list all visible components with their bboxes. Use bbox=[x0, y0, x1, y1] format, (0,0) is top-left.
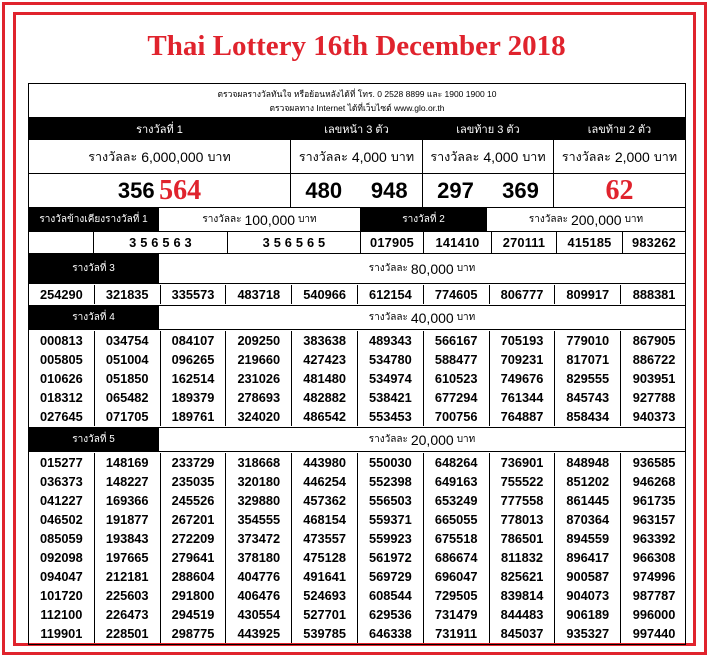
fourth-prize-reward bbox=[159, 306, 685, 329]
reward-prefix: รางวัลละ bbox=[561, 149, 611, 164]
fourth-prize-number: 034754 bbox=[95, 331, 161, 350]
fifth-prize-number: 235035 bbox=[161, 472, 227, 491]
fourth-prize-heading: รางวัลที่ 4 bbox=[29, 306, 159, 329]
fifth-prize-number: 559371 bbox=[358, 510, 424, 529]
fifth-prize-number: 894559 bbox=[555, 529, 621, 548]
near-second-numbers bbox=[29, 232, 685, 254]
second-prize-heading: รางวัลที่ 2 bbox=[361, 208, 487, 231]
fifth-prize-number: 279641 bbox=[161, 548, 227, 567]
fourth-prize-number: 867905 bbox=[632, 333, 676, 348]
fourth-prize-number: 084107 bbox=[161, 331, 227, 350]
results-sheet bbox=[28, 83, 686, 645]
third-prize-number: 483718 bbox=[226, 285, 292, 304]
second-prize-number: 983262 bbox=[632, 235, 676, 250]
blank-cell bbox=[29, 232, 94, 253]
fifth-prize-number: 811832 bbox=[490, 548, 556, 567]
fourth-prize-number: 231026 bbox=[226, 369, 292, 388]
fifth-prize-number: 233729 bbox=[161, 453, 227, 472]
fifth-prize-heading: รางวัลที่ 5 bbox=[29, 428, 159, 451]
first-prize-reward bbox=[29, 140, 291, 173]
fifth-prize-number: 539785 bbox=[292, 624, 358, 643]
fifth-prize-number: 112100 bbox=[29, 605, 95, 624]
fifth-prize-number: 298775 bbox=[161, 624, 227, 643]
fifth-prize-number: 475128 bbox=[292, 548, 358, 567]
reward-unit: บาท bbox=[390, 149, 415, 164]
fifth-prize-number: 443925 bbox=[226, 624, 292, 643]
fifth-prize-number: 527701 bbox=[292, 605, 358, 624]
front3-number: 480 bbox=[305, 177, 343, 203]
third-prize-number: 254290 bbox=[29, 285, 95, 304]
fifth-prize-number: 212181 bbox=[95, 567, 161, 586]
third-prize-number: 612154 bbox=[358, 285, 424, 304]
fifth-prize-number: 406476 bbox=[226, 586, 292, 605]
fourth-prize-number: 858434 bbox=[555, 407, 621, 426]
reward-unit: บาท bbox=[456, 434, 476, 445]
fourth-prize-number: 749676 bbox=[490, 369, 556, 388]
fifth-prize-number: 457362 bbox=[292, 491, 358, 510]
reward-prefix: รางวัลละ bbox=[202, 214, 242, 225]
fourth-prize-number: 096265 bbox=[161, 350, 227, 369]
first-prize-number bbox=[29, 174, 291, 207]
fifth-prize-number: 569729 bbox=[358, 567, 424, 586]
fourth-prize-number: 189379 bbox=[161, 388, 227, 407]
fourth-prize-number: 761344 bbox=[490, 388, 556, 407]
fifth-prize-number: 736901 bbox=[490, 453, 556, 472]
first-prize-heading: รางวัลที่ 1 bbox=[29, 118, 291, 139]
last2-number: 62 bbox=[605, 174, 634, 206]
fifth-prize-number: 963392 bbox=[632, 531, 676, 546]
third-prize-heading: รางวัลที่ 3 bbox=[29, 254, 159, 283]
fifth-prize-number: 119901 bbox=[29, 624, 95, 643]
fifth-prize-number: 731911 bbox=[424, 624, 490, 643]
fourth-prize-number: 700756 bbox=[424, 407, 490, 426]
fifth-prize-number: 870364 bbox=[555, 510, 621, 529]
reward-unit: บาท bbox=[456, 312, 476, 323]
fourth-prize-number: 427423 bbox=[292, 350, 358, 369]
fifth-prize-number: 997440 bbox=[632, 626, 676, 641]
fifth-prize-number: 996000 bbox=[632, 607, 676, 622]
fourth-prize-number: 278693 bbox=[226, 388, 292, 407]
reward-amount: 4,000 bbox=[351, 148, 387, 165]
fifth-prize-number: 848948 bbox=[555, 453, 621, 472]
fourth-prize-number: 845743 bbox=[555, 388, 621, 407]
fifth-prize-number: 267201 bbox=[161, 510, 227, 529]
last3-numbers bbox=[423, 174, 554, 207]
fifth-prize-number: 755522 bbox=[490, 472, 556, 491]
third-prize-number: 540966 bbox=[292, 285, 358, 304]
fifth-prize-number: 085059 bbox=[29, 529, 95, 548]
reward-prefix: รางวัลละ bbox=[368, 263, 408, 274]
fifth-prize-number: 646338 bbox=[358, 624, 424, 643]
fourth-prize-number: 709231 bbox=[490, 350, 556, 369]
fifth-prize-number: 987787 bbox=[632, 588, 676, 603]
fifth-prize-number: 294519 bbox=[161, 605, 227, 624]
fifth-prize-number: 556503 bbox=[358, 491, 424, 510]
fifth-prize-number: 036373 bbox=[29, 472, 95, 491]
reward-unit: บาท bbox=[298, 214, 317, 225]
fifth-prize-number: 561972 bbox=[358, 548, 424, 567]
fourth-prize-number: 481480 bbox=[292, 369, 358, 388]
fifth-prize-number: 786501 bbox=[490, 529, 556, 548]
fifth-prize-number: 191877 bbox=[95, 510, 161, 529]
fourth-prize-number: 209250 bbox=[226, 331, 292, 350]
fifth-prize-number: 778013 bbox=[490, 510, 556, 529]
page-title: Thai Lottery 16th December 2018 bbox=[147, 30, 566, 62]
main-prize-headings bbox=[29, 118, 685, 140]
last2-number-cell bbox=[554, 174, 685, 207]
third-prize-number: 888381 bbox=[632, 287, 676, 302]
first-prize-digits-red: 564 bbox=[159, 174, 202, 206]
second-prize-reward bbox=[487, 208, 685, 231]
fourth-prize-number: 071705 bbox=[95, 407, 161, 426]
front3-number: 948 bbox=[370, 177, 408, 203]
fifth-prize-number: 320180 bbox=[226, 472, 292, 491]
fourth-prize-number: 018312 bbox=[29, 388, 95, 407]
fourth-prize-number: 005805 bbox=[29, 350, 95, 369]
fifth-prize-number: 245526 bbox=[161, 491, 227, 510]
third-prize-numbers bbox=[29, 284, 685, 306]
fifth-prize-number: 226473 bbox=[95, 605, 161, 624]
front3-reward bbox=[291, 140, 423, 173]
fifth-prize-number: 468154 bbox=[292, 510, 358, 529]
fifth-prize-number: 015277 bbox=[29, 453, 95, 472]
fourth-prize-number: 534974 bbox=[358, 369, 424, 388]
reward-amount: 4,000 bbox=[483, 148, 519, 165]
fifth-prize-number: 729505 bbox=[424, 586, 490, 605]
fourth-prize-number: 817071 bbox=[555, 350, 621, 369]
fourth-prize-number: 764887 bbox=[490, 407, 556, 426]
reward-unit: บาท bbox=[207, 149, 231, 164]
fourth-prize-number: 219660 bbox=[226, 350, 292, 369]
reward-amount: 6,000,000 bbox=[141, 148, 204, 165]
fifth-prize-number: 550030 bbox=[358, 453, 424, 472]
fourth-prize-number: 553453 bbox=[358, 407, 424, 426]
info-line-phone: ตรวจผลรางวัลทันใจ หรือย้อนหลังได้ที่ โทร. 0 2528 8899 และ 1900 1900 10 bbox=[217, 89, 497, 99]
fourth-prize-number: 677294 bbox=[424, 388, 490, 407]
fifth-prize-number: 272209 bbox=[161, 529, 227, 548]
third-prize-reward bbox=[159, 254, 685, 283]
fifth-prize-number: 318668 bbox=[226, 453, 292, 472]
near-second-headings bbox=[29, 208, 685, 232]
second-prize-number: 415185 bbox=[557, 232, 623, 253]
fifth-prize-number: 524693 bbox=[292, 586, 358, 605]
fifth-prize-number: 686674 bbox=[424, 548, 490, 567]
fifth-prize-number: 653249 bbox=[424, 491, 490, 510]
near-first-number: 3 5 6 5 6 5 bbox=[228, 232, 361, 253]
main-prize-numbers bbox=[29, 174, 685, 208]
fifth-prize-number: 935327 bbox=[555, 624, 621, 643]
fourth-prize-number: 486542 bbox=[292, 407, 358, 426]
fifth-prize-number: 046502 bbox=[29, 510, 95, 529]
fifth-prize-number: 373472 bbox=[226, 529, 292, 548]
fourth-prize-number: 162514 bbox=[161, 369, 227, 388]
fourth-prize-number: 324020 bbox=[226, 407, 292, 426]
main-prize-rewards bbox=[29, 140, 685, 174]
near-first-reward bbox=[159, 208, 361, 231]
fifth-prize-number: 839814 bbox=[490, 586, 556, 605]
third-prize-heading-row bbox=[29, 254, 685, 284]
info-line-website: ตรวจผลทาง Internet ได้ที่เว็บไซต์ www.glo.or.th bbox=[269, 103, 445, 113]
fourth-prize-number: 566167 bbox=[424, 331, 490, 350]
reward-amount: 20,000 bbox=[410, 431, 454, 448]
fifth-prize-numbers bbox=[29, 452, 685, 644]
fourth-prize-number: 829555 bbox=[555, 369, 621, 388]
fifth-prize-number: 228501 bbox=[95, 624, 161, 643]
fifth-prize-number: 961735 bbox=[632, 493, 676, 508]
last2-reward bbox=[554, 140, 685, 173]
reward-unit: บาท bbox=[456, 263, 476, 274]
second-prize-number: 017905 bbox=[361, 232, 424, 253]
fifth-prize-number: 825621 bbox=[490, 567, 556, 586]
fifth-prize-number: 966308 bbox=[632, 550, 676, 565]
fifth-prize-number: 974996 bbox=[632, 569, 676, 584]
last3-heading: เลขท้าย 3 ตัว bbox=[423, 118, 554, 139]
front3-numbers bbox=[291, 174, 423, 207]
near-first-number: 3 5 6 5 6 3 bbox=[94, 232, 228, 253]
near-first-heading: รางวัลข้างเคียงรางวัลที่ 1 bbox=[29, 208, 159, 231]
fifth-prize-number: 946268 bbox=[632, 474, 676, 489]
front3-heading: เลขหน้า 3 ตัว bbox=[291, 118, 423, 139]
reward-prefix: รางวัลละ bbox=[88, 149, 138, 164]
reward-amount: 2,000 bbox=[614, 148, 650, 165]
reward-amount: 200,000 bbox=[570, 211, 622, 228]
reward-prefix: รางวัลละ bbox=[298, 149, 348, 164]
reward-prefix: รางวัลละ bbox=[430, 149, 480, 164]
fifth-prize-number: 430554 bbox=[226, 605, 292, 624]
last3-number: 297 bbox=[437, 177, 474, 203]
fourth-prize-number: 065482 bbox=[95, 388, 161, 407]
fifth-prize-heading-row bbox=[29, 428, 685, 452]
fourth-prize-number: 588477 bbox=[424, 350, 490, 369]
reward-unit: บาท bbox=[624, 214, 644, 225]
fourth-prize-number: 383638 bbox=[292, 331, 358, 350]
fifth-prize-reward bbox=[159, 428, 685, 451]
fifth-prize-number: 225603 bbox=[95, 586, 161, 605]
reward-unit: บาท bbox=[522, 149, 546, 164]
fifth-prize-number: 092098 bbox=[29, 548, 95, 567]
fourth-prize-number: 489343 bbox=[358, 331, 424, 350]
fifth-prize-number: 197665 bbox=[95, 548, 161, 567]
fifth-prize-number: 608544 bbox=[358, 586, 424, 605]
fifth-prize-number: 473557 bbox=[292, 529, 358, 548]
third-prize-number: 809917 bbox=[555, 285, 621, 304]
fifth-prize-number: 629536 bbox=[358, 605, 424, 624]
fifth-prize-number: 844483 bbox=[490, 605, 556, 624]
fifth-prize-number: 731479 bbox=[424, 605, 490, 624]
fourth-prize-heading-row bbox=[29, 306, 685, 330]
fourth-prize-number: 940373 bbox=[632, 409, 676, 424]
fifth-prize-number: 648264 bbox=[424, 453, 490, 472]
reward-prefix: รางวัลละ bbox=[528, 214, 568, 225]
fourth-prize-number: 000813 bbox=[29, 331, 95, 350]
fourth-prize-number: 779010 bbox=[555, 331, 621, 350]
last2-heading: เลขท้าย 2 ตัว bbox=[554, 118, 685, 139]
fifth-prize-number: 404776 bbox=[226, 567, 292, 586]
fourth-prize-number: 903951 bbox=[632, 371, 676, 386]
last3-reward bbox=[423, 140, 554, 173]
fourth-prize-number: 010626 bbox=[29, 369, 95, 388]
fifth-prize-number: 094047 bbox=[29, 567, 95, 586]
fifth-prize-number: 665055 bbox=[424, 510, 490, 529]
fourth-prize-number: 189761 bbox=[161, 407, 227, 426]
fifth-prize-number: 851202 bbox=[555, 472, 621, 491]
fifth-prize-number: 906189 bbox=[555, 605, 621, 624]
fifth-prize-number: 101720 bbox=[29, 586, 95, 605]
fourth-prize-number: 538421 bbox=[358, 388, 424, 407]
fourth-prize-number: 051004 bbox=[95, 350, 161, 369]
reward-amount: 100,000 bbox=[244, 211, 296, 228]
fourth-prize-number: 610523 bbox=[424, 369, 490, 388]
last3-number: 369 bbox=[502, 177, 539, 203]
fifth-prize-number: 291800 bbox=[161, 586, 227, 605]
fifth-prize-number: 148169 bbox=[95, 453, 161, 472]
reward-amount: 40,000 bbox=[410, 309, 454, 326]
second-prize-number: 141410 bbox=[424, 232, 492, 253]
fifth-prize-number: 193843 bbox=[95, 529, 161, 548]
fifth-prize-number: 896417 bbox=[555, 548, 621, 567]
third-prize-number: 774605 bbox=[424, 285, 490, 304]
fifth-prize-number: 446254 bbox=[292, 472, 358, 491]
fifth-prize-number: 963157 bbox=[632, 512, 676, 527]
fifth-prize-number: 861445 bbox=[555, 491, 621, 510]
reward-prefix: รางวัลละ bbox=[368, 434, 408, 445]
first-prize-digits-black: 356 bbox=[117, 177, 155, 203]
fourth-prize-numbers bbox=[29, 330, 685, 428]
second-prize-number: 270111 bbox=[492, 232, 557, 253]
fifth-prize-number: 443980 bbox=[292, 453, 358, 472]
fifth-prize-number: 552398 bbox=[358, 472, 424, 491]
fourth-prize-number: 051850 bbox=[95, 369, 161, 388]
fifth-prize-number: 169366 bbox=[95, 491, 161, 510]
fifth-prize-number: 354555 bbox=[226, 510, 292, 529]
fifth-prize-number: 900587 bbox=[555, 567, 621, 586]
third-prize-number: 806777 bbox=[490, 285, 556, 304]
fifth-prize-number: 559923 bbox=[358, 529, 424, 548]
fourth-prize-number: 482882 bbox=[292, 388, 358, 407]
fourth-prize-number: 927788 bbox=[632, 390, 676, 405]
fourth-prize-number: 534780 bbox=[358, 350, 424, 369]
fifth-prize-number: 041227 bbox=[29, 491, 95, 510]
fifth-prize-number: 845037 bbox=[490, 624, 556, 643]
fifth-prize-number: 696047 bbox=[424, 567, 490, 586]
fifth-prize-number: 936585 bbox=[632, 455, 676, 470]
fifth-prize-number: 148227 bbox=[95, 472, 161, 491]
fifth-prize-number: 378180 bbox=[226, 548, 292, 567]
fifth-prize-number: 649163 bbox=[424, 472, 490, 491]
fourth-prize-number: 027645 bbox=[29, 407, 95, 426]
fourth-prize-number: 705193 bbox=[490, 331, 556, 350]
info-header bbox=[29, 84, 685, 118]
third-prize-number: 321835 bbox=[95, 285, 161, 304]
fifth-prize-number: 777558 bbox=[490, 491, 556, 510]
fourth-prize-number: 886722 bbox=[632, 352, 676, 367]
fifth-prize-number: 329880 bbox=[226, 491, 292, 510]
fifth-prize-number: 288604 bbox=[161, 567, 227, 586]
reward-prefix: รางวัลละ bbox=[368, 312, 408, 323]
fifth-prize-number: 675518 bbox=[424, 529, 490, 548]
reward-unit: บาท bbox=[653, 149, 678, 164]
fifth-prize-number: 904073 bbox=[555, 586, 621, 605]
third-prize-number: 335573 bbox=[161, 285, 227, 304]
reward-amount: 80,000 bbox=[410, 260, 454, 277]
fifth-prize-number: 491641 bbox=[292, 567, 358, 586]
